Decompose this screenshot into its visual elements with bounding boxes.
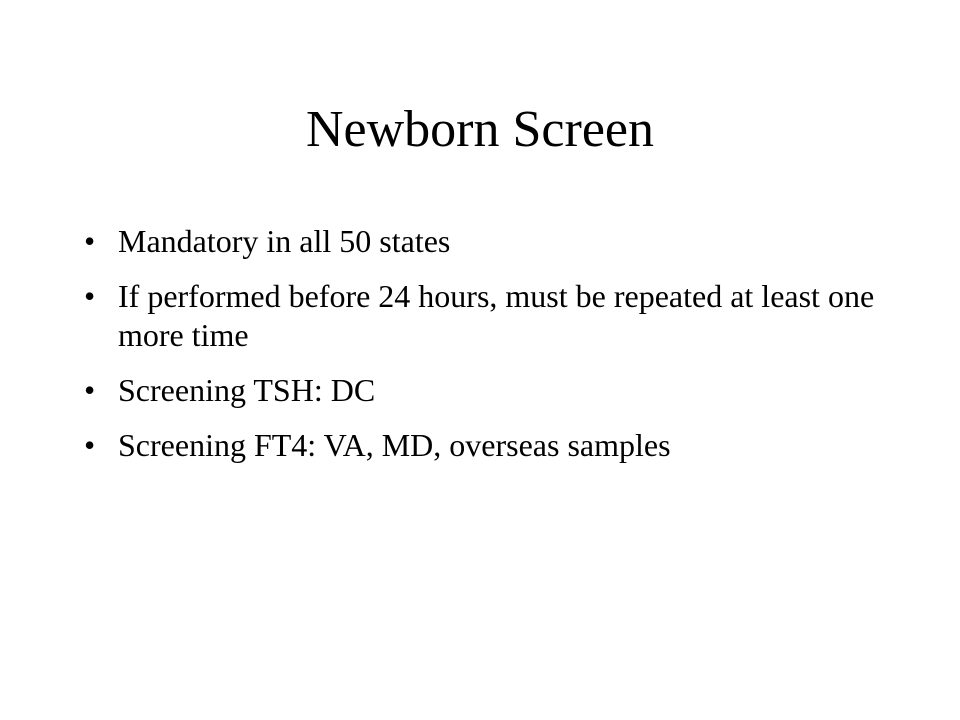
bullet-list [84,222,884,481]
bullet-icon: • [84,278,96,314]
bullet-item [84,426,884,465]
bullet-item [84,277,884,355]
bullet-icon: • [84,223,96,259]
bullet-text: If performed before 24 hours, must be repeated at least one more time [118,278,875,353]
slide-title: Newborn Screen [306,101,654,158]
bullet-item [84,371,884,410]
bullet-text: Screening TSH: DC [118,372,376,408]
bullet-text: Screening FT4: VA, MD, overseas samples [118,427,671,463]
bullet-item [84,222,884,261]
bullet-icon: • [84,372,96,408]
bullet-icon: • [84,427,96,463]
bullet-text: Mandatory in all 50 states [118,223,451,259]
